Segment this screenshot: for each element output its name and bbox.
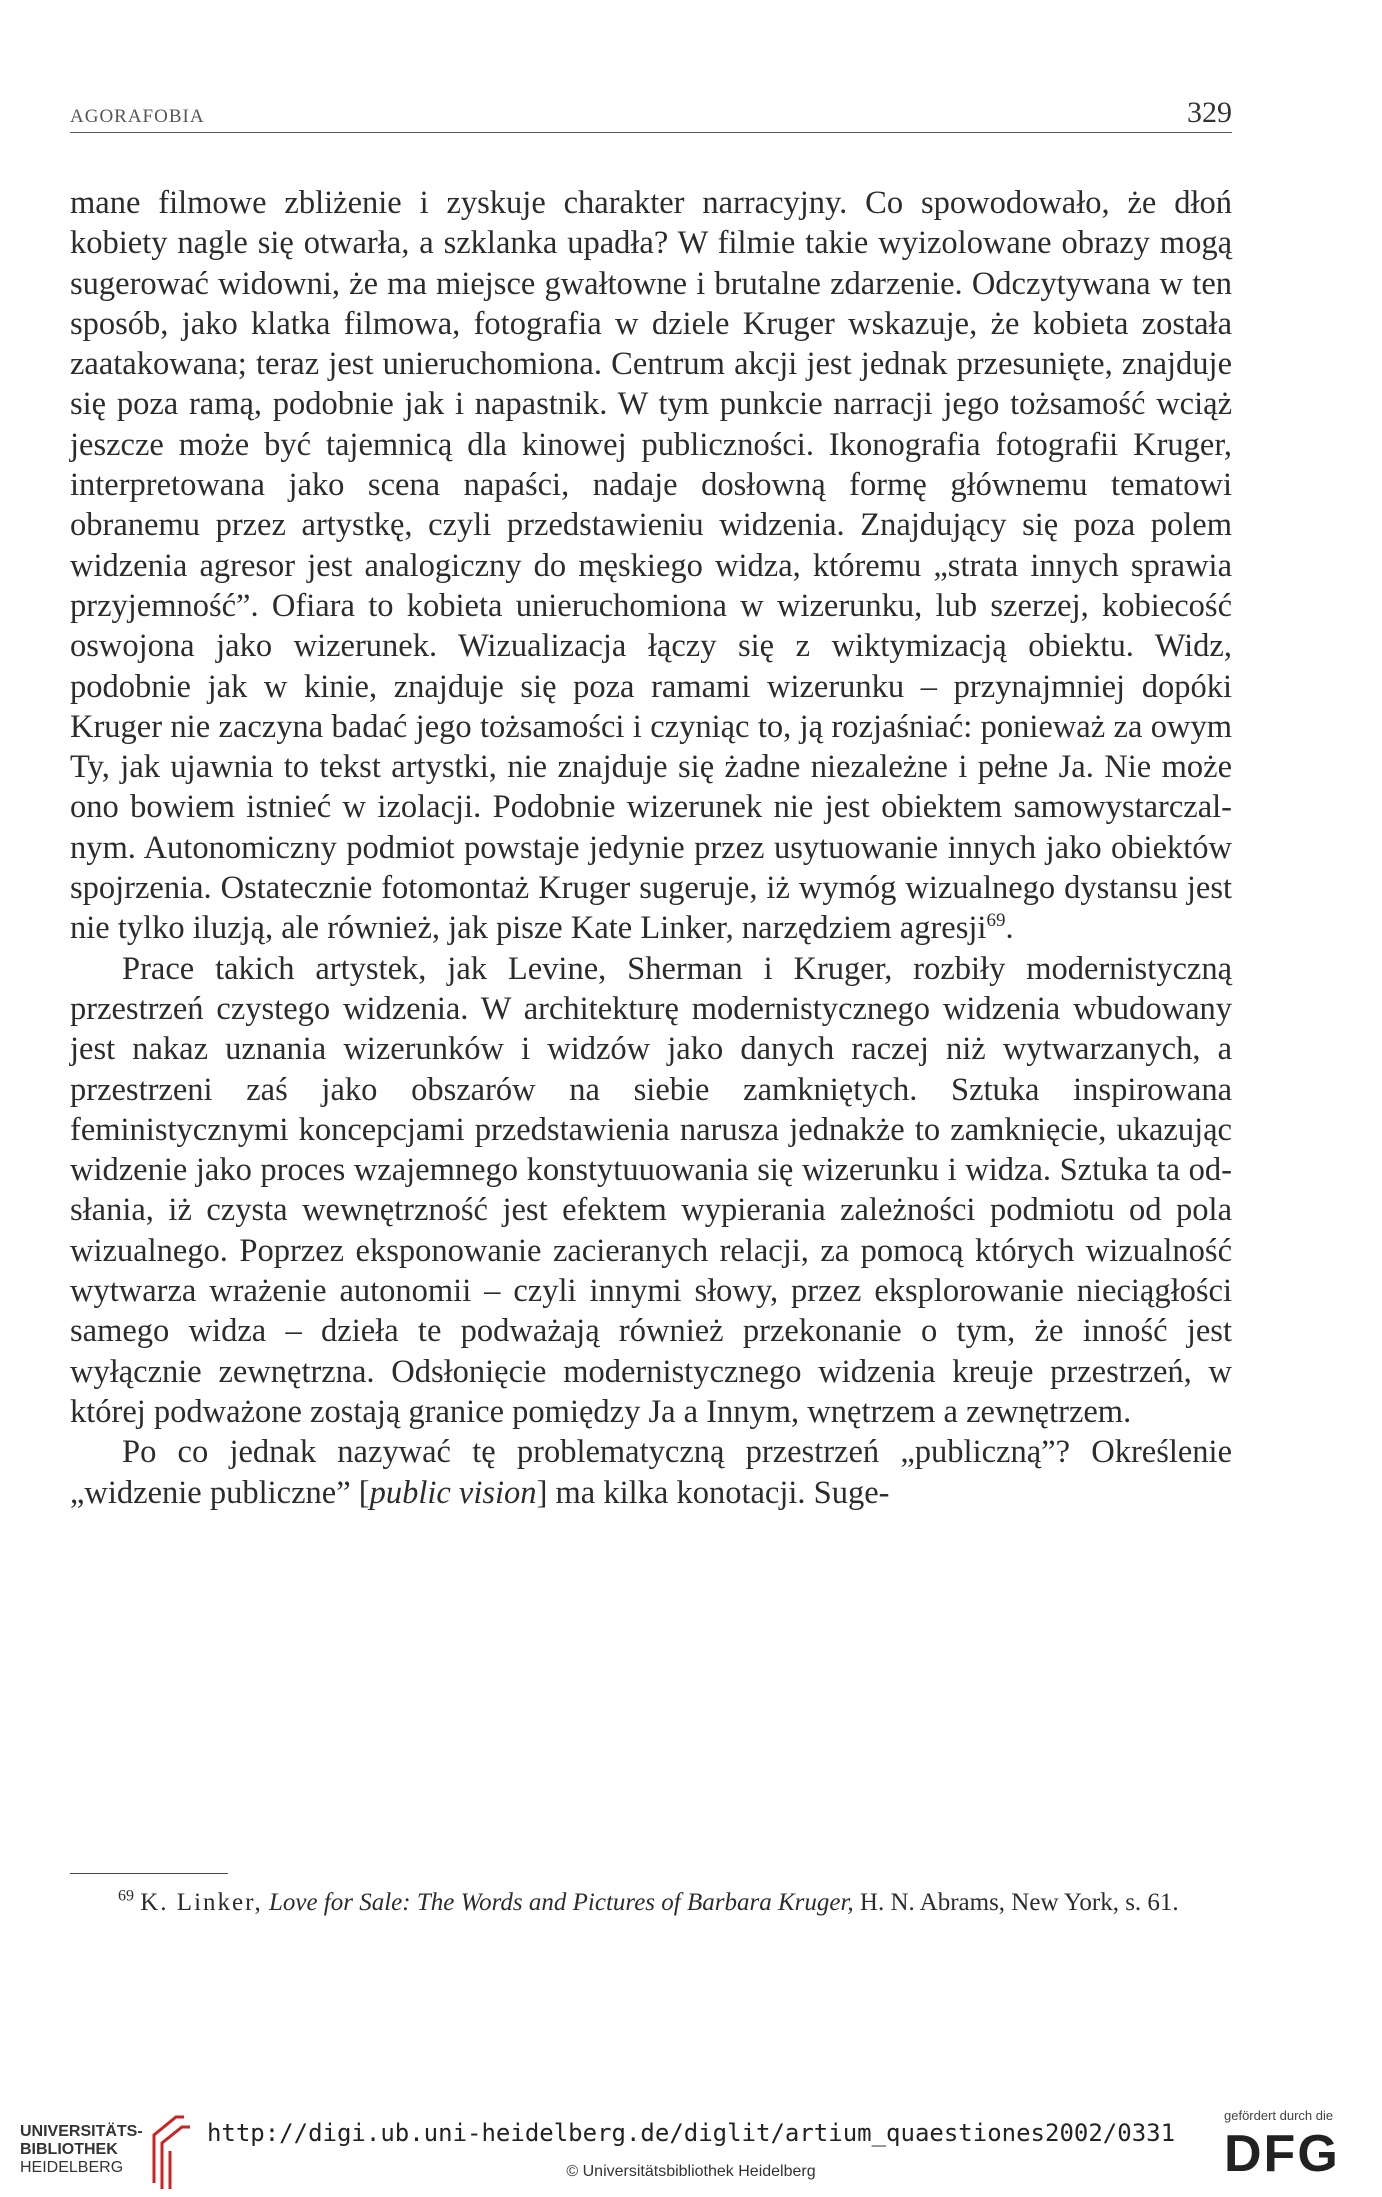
paragraph-3-italic: public vision <box>369 1474 537 1511</box>
running-header <box>70 98 1232 133</box>
funding-note: gefördert durch die <box>1224 2108 1334 2123</box>
footnote-rest: H. N. Abrams, New York, s. 61. <box>853 1889 1179 1916</box>
paragraph-3 <box>70 1432 1232 1513</box>
footnote-divider <box>70 1873 228 1874</box>
page-number: 329 <box>1187 96 1232 129</box>
paragraph-1-text: mane filmowe zbliżenie i zyskuje charakter narracyjny. Co spowodowało, że dłoń kobiety nagle się otwarła, a szklanka upadła? W filmie takie wyizolowane obrazy mogą sugerować widowni, że ma miejsce gwałtowne i brutalne zdarzenie. Odczytywana w ten sposób, jako klatka filmowa, fotografia w dziele Kruger wskazuje, że kobieta została zaatakowana; teraz jest unieruchomiona. Centrum akcji jest jednak przesunięte, znajduje się poza ramą, podobnie jak i napastnik. W tym punkcie narracji jego tożsamość wciąż jeszcze może być tajemnicą dla kinowej publiczności. Ikonografia fotografii Kruger, interpretowana jako scena napaści, nadaje dosłowną formę głównemu tematowi obranemu przez artystkę, czyli przedstawieniu widzenia. Znajdujący się poza polem widzenia agresor jest analogiczny do męskiego widza, któremu „strata innych sprawia przyjemność”. Ofiara to kobieta unieruchomiona w wizerunku, lub szerzej, kobiecość oswojona jako wizerunek. Wizualizacja łączy się z wiktymizacją obiektu. Widz, podobnie jak w kinie, znajduje się poza ramami wizerunku – przynajmniej dopóki Kruger nie zaczyna badać jego tożsamości i czyniąc to, ją rozjaśniać: ponieważ za owym Ty, jak ujawnia to tekst artystki, nie znajduje się żadne niezależne i pełne Ja. Nie może ono bowiem istnieć w izolacji. Podobnie wizerunek nie jest obiektem samowystarczalnym. Autonomiczny podmiot powstaje jedynie przez usytuowanie innych jako obiektów spojrzenia. Ostatecznie fotomontaż Kruger sugeruje, iż wymóg wizualnego dystansu jest nie tylko iluzją, ale również, jak pisze Kate Linker, narzędziem agresji <box>70 185 1232 947</box>
library-name-line-2: BIBLIOTHEK <box>20 2141 118 2158</box>
permalink-url[interactable]: http://digi.ub.uni-heidelberg.de/diglit/artium_quaestiones2002/0331 <box>206 2119 1176 2147</box>
library-name-line-1: UNIVERSITÄTS- <box>20 2123 143 2140</box>
digitization-footer <box>0 2098 1382 2197</box>
paragraph-1-end: . <box>1005 910 1014 947</box>
paragraph-3-end: ] ma kilka konotacji. Suge- <box>536 1474 890 1511</box>
dfg-logo: DFG <box>1224 2125 1340 2183</box>
paragraph-3-start: Po co jednak nazywać tę problematyczną przestrzeń „publiczną”? Określenie „widzenie publiczne” [ <box>70 1434 1232 1511</box>
main-text <box>70 183 1232 1513</box>
footnote-title: Love for Sale: The Words and Pictures of Barbara Kruger, <box>268 1889 854 1916</box>
paragraph-2: Prace takich artystek, jak Levine, Sherman i Kruger, rozbiły modernistyczną przestrzeń czystego widzenia. W architekturę modernistycznego widzenia wbudowany jest nakaz uznania wizerunków i widzów jako danych raczej niż wytwarzanych, a przestrzeni zaś jako obszarów na siebie zamkniętych. Sztuka inspirowana feministycznymi koncepcjami przedstawienia narusza jednakże to zamknięcie, ukazując widzenie jako proces wzajemnego konstytuuowania się wizerunku i widza. Sztuka ta odsłania, iż czysta wewnętrzność jest efektem wypierania zależności podmiotu od pola wizualnego. Poprzez eksponowanie zacieranych relacji, za pomocą których wizualność wytwarza wrażenie autonomii – czyli innymi słowy, przez eksplorowanie nieciągłości samego widza – dzieła te podważają również przekonanie o tym, że inność jest wyłącznie zewnętrzna. Odsłonięcie modernistycznego widzenia kreuje przestrzeń, w której podważone zostają granice pomiędzy Ja a Innym, wnętrzem a zewnętrzem. <box>70 950 1232 1430</box>
library-name-line-3: HEIDELBERG <box>20 2159 124 2176</box>
footnote-number: 69 <box>118 1887 134 1905</box>
paragraph-1 <box>70 183 1232 949</box>
footnote <box>70 1885 1232 1920</box>
running-title: AGORAFOBIA <box>70 106 205 127</box>
footnote-reference[interactable]: 69 <box>986 910 1006 932</box>
footnote-author: K. Linker, <box>140 1889 263 1916</box>
copyright-notice: © Universitätsbibliothek Heidelberg <box>566 2163 816 2180</box>
